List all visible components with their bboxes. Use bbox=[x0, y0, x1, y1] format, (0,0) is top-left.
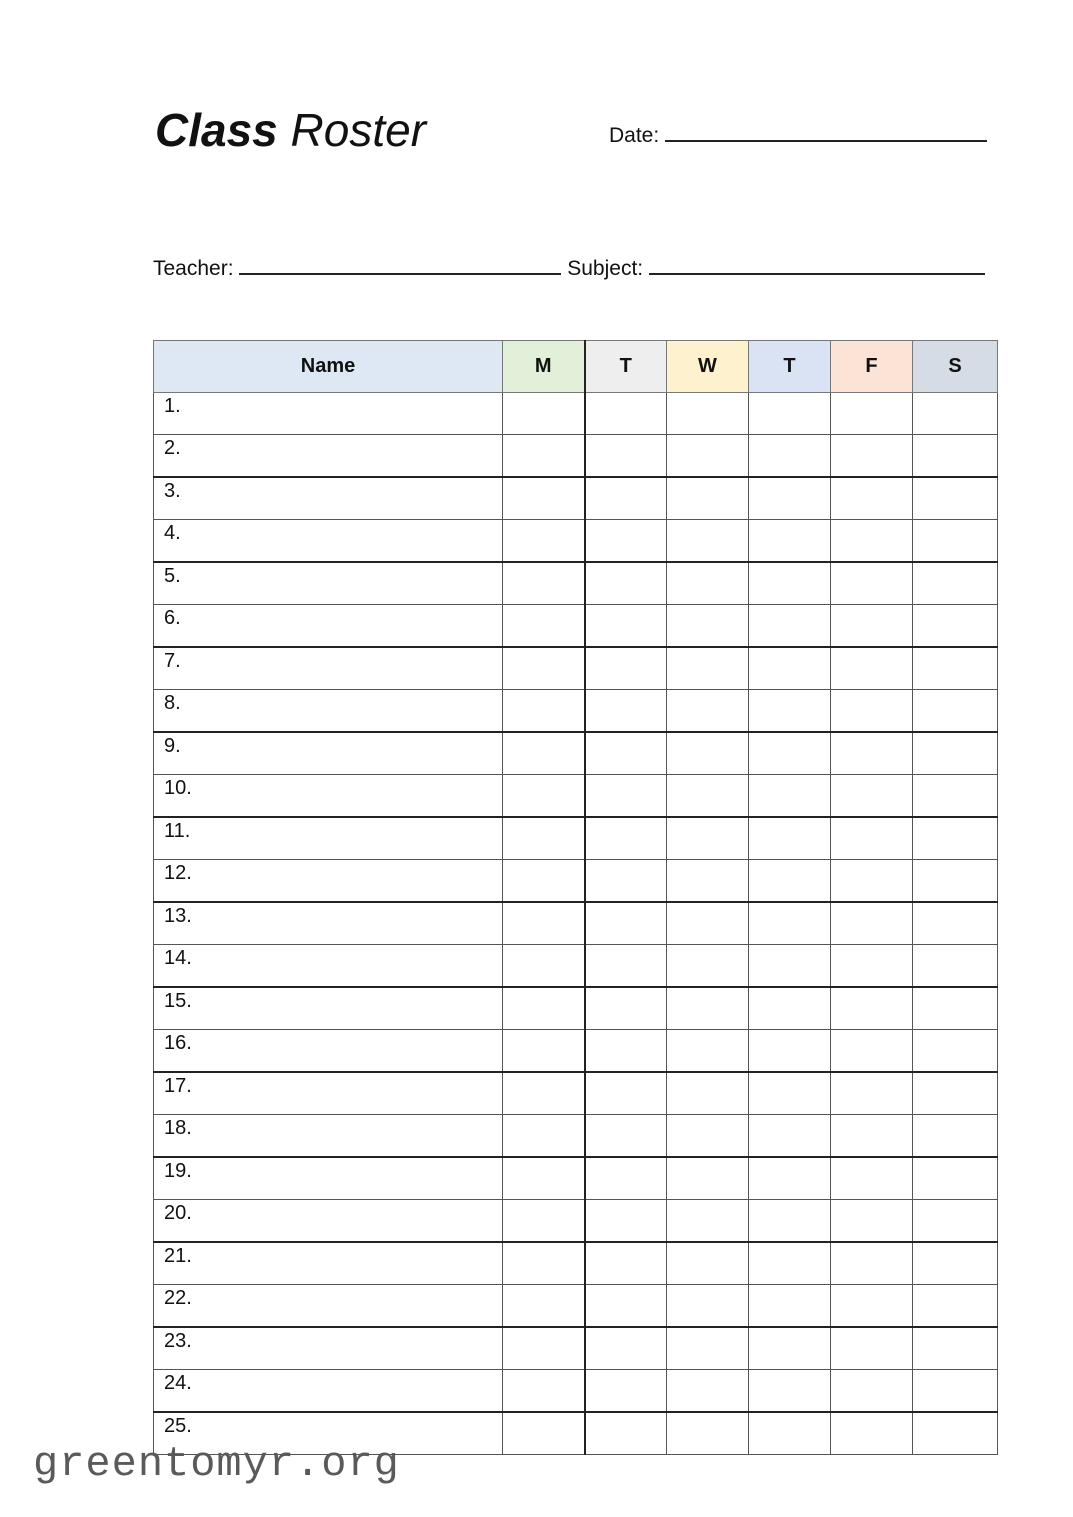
attendance-cell[interactable] bbox=[585, 1242, 667, 1285]
attendance-cell[interactable] bbox=[749, 647, 831, 690]
attendance-cell[interactable] bbox=[503, 1242, 585, 1285]
student-name-cell[interactable]: 21. bbox=[154, 1242, 503, 1285]
student-name-cell[interactable]: 9. bbox=[154, 732, 503, 775]
attendance-cell[interactable] bbox=[503, 520, 585, 563]
attendance-cell[interactable] bbox=[831, 1157, 913, 1200]
attendance-cell[interactable] bbox=[503, 1327, 585, 1370]
roster-table bbox=[153, 340, 998, 1455]
attendance-cell[interactable] bbox=[749, 1285, 831, 1328]
table-row bbox=[154, 1242, 998, 1285]
table-row bbox=[154, 1030, 998, 1073]
attendance-cell[interactable] bbox=[667, 945, 749, 988]
attendance-cell[interactable] bbox=[667, 902, 749, 945]
attendance-cell[interactable] bbox=[585, 1412, 667, 1455]
attendance-cell[interactable] bbox=[749, 902, 831, 945]
attendance-cell[interactable] bbox=[667, 732, 749, 775]
attendance-cell[interactable] bbox=[913, 902, 998, 945]
student-name-cell[interactable]: 1. bbox=[154, 393, 503, 435]
attendance-cell[interactable] bbox=[667, 1115, 749, 1158]
attendance-cell[interactable] bbox=[667, 1370, 749, 1413]
attendance-cell[interactable] bbox=[913, 1370, 998, 1413]
attendance-cell[interactable] bbox=[667, 605, 749, 648]
subject-blank[interactable] bbox=[649, 257, 985, 275]
attendance-cell[interactable] bbox=[749, 435, 831, 478]
student-name-cell[interactable]: 10. bbox=[154, 775, 503, 818]
attendance-cell[interactable] bbox=[913, 775, 998, 818]
student-name-cell[interactable]: 4. bbox=[154, 520, 503, 563]
column-header-name: Name bbox=[154, 341, 503, 393]
table-row bbox=[154, 775, 998, 818]
attendance-cell[interactable] bbox=[667, 1285, 749, 1328]
attendance-cell[interactable] bbox=[503, 393, 585, 435]
attendance-cell[interactable] bbox=[831, 690, 913, 733]
table-row bbox=[154, 605, 998, 648]
student-name-cell[interactable]: 14. bbox=[154, 945, 503, 988]
attendance-cell[interactable] bbox=[749, 1327, 831, 1370]
attendance-cell[interactable] bbox=[831, 902, 913, 945]
attendance-cell[interactable] bbox=[749, 690, 831, 733]
attendance-cell[interactable] bbox=[831, 562, 913, 605]
attendance-cell[interactable] bbox=[913, 690, 998, 733]
attendance-cell[interactable] bbox=[667, 1157, 749, 1200]
attendance-cell[interactable] bbox=[585, 477, 667, 520]
student-name-cell[interactable]: 7. bbox=[154, 647, 503, 690]
attendance-cell[interactable] bbox=[667, 1412, 749, 1455]
table-row bbox=[154, 690, 998, 733]
attendance-cell[interactable] bbox=[749, 520, 831, 563]
attendance-cell[interactable] bbox=[667, 1200, 749, 1243]
attendance-cell[interactable] bbox=[585, 520, 667, 563]
attendance-cell[interactable] bbox=[913, 1242, 998, 1285]
attendance-cell[interactable] bbox=[667, 477, 749, 520]
attendance-cell[interactable] bbox=[667, 1072, 749, 1115]
attendance-cell[interactable] bbox=[503, 1200, 585, 1243]
table-row bbox=[154, 987, 998, 1030]
attendance-cell[interactable] bbox=[913, 393, 998, 435]
attendance-cell[interactable] bbox=[749, 817, 831, 860]
attendance-cell[interactable] bbox=[831, 860, 913, 903]
attendance-cell[interactable] bbox=[667, 1327, 749, 1370]
student-name-cell[interactable]: 23. bbox=[154, 1327, 503, 1370]
table-row bbox=[154, 1370, 998, 1413]
attendance-cell[interactable] bbox=[585, 1200, 667, 1243]
table-row bbox=[154, 1327, 998, 1370]
title-regular: Roster bbox=[290, 104, 427, 156]
table-row bbox=[154, 647, 998, 690]
attendance-cell[interactable] bbox=[749, 775, 831, 818]
attendance-cell[interactable] bbox=[585, 1370, 667, 1413]
attendance-cell[interactable] bbox=[913, 987, 998, 1030]
attendance-cell[interactable] bbox=[749, 732, 831, 775]
table-body bbox=[154, 393, 998, 1455]
attendance-cell[interactable] bbox=[831, 1030, 913, 1073]
attendance-cell[interactable] bbox=[503, 690, 585, 733]
table-row bbox=[154, 732, 998, 775]
attendance-cell[interactable] bbox=[585, 1115, 667, 1158]
table-row bbox=[154, 1072, 998, 1115]
attendance-cell[interactable] bbox=[831, 775, 913, 818]
table-header-row bbox=[154, 341, 998, 393]
attendance-cell[interactable] bbox=[913, 1030, 998, 1073]
attendance-cell[interactable] bbox=[667, 562, 749, 605]
student-name-cell[interactable]: 17. bbox=[154, 1072, 503, 1115]
attendance-cell[interactable] bbox=[585, 732, 667, 775]
attendance-cell[interactable] bbox=[913, 1412, 998, 1455]
attendance-cell[interactable] bbox=[503, 775, 585, 818]
attendance-cell[interactable] bbox=[831, 1242, 913, 1285]
student-name-cell[interactable]: 5. bbox=[154, 562, 503, 605]
attendance-cell[interactable] bbox=[749, 945, 831, 988]
attendance-cell[interactable] bbox=[749, 987, 831, 1030]
attendance-cell[interactable] bbox=[585, 1327, 667, 1370]
student-name-cell[interactable]: 22. bbox=[154, 1285, 503, 1328]
attendance-cell[interactable] bbox=[749, 605, 831, 648]
attendance-cell[interactable] bbox=[913, 1072, 998, 1115]
attendance-cell[interactable] bbox=[503, 1412, 585, 1455]
attendance-cell[interactable] bbox=[913, 1115, 998, 1158]
attendance-cell[interactable] bbox=[585, 562, 667, 605]
table-row bbox=[154, 562, 998, 605]
attendance-cell[interactable] bbox=[831, 1370, 913, 1413]
table-row bbox=[154, 1285, 998, 1328]
table-row bbox=[154, 477, 998, 520]
attendance-cell[interactable] bbox=[503, 477, 585, 520]
attendance-cell[interactable] bbox=[831, 393, 913, 435]
attendance-cell[interactable] bbox=[503, 647, 585, 690]
attendance-cell[interactable] bbox=[749, 1030, 831, 1073]
student-name-cell[interactable]: 12. bbox=[154, 860, 503, 903]
attendance-cell[interactable] bbox=[585, 690, 667, 733]
table-row bbox=[154, 860, 998, 903]
attendance-cell[interactable] bbox=[831, 605, 913, 648]
table-row bbox=[154, 817, 998, 860]
attendance-cell[interactable] bbox=[585, 1030, 667, 1073]
attendance-cell[interactable] bbox=[831, 477, 913, 520]
attendance-cell[interactable] bbox=[749, 1412, 831, 1455]
attendance-cell[interactable] bbox=[749, 1072, 831, 1115]
attendance-cell[interactable] bbox=[585, 647, 667, 690]
attendance-cell[interactable] bbox=[585, 945, 667, 988]
title-bold: Class bbox=[155, 104, 278, 156]
attendance-cell[interactable] bbox=[503, 1370, 585, 1413]
attendance-cell[interactable] bbox=[585, 987, 667, 1030]
attendance-cell[interactable] bbox=[913, 435, 998, 478]
attendance-cell[interactable] bbox=[749, 1200, 831, 1243]
attendance-cell[interactable] bbox=[749, 860, 831, 903]
attendance-cell[interactable] bbox=[667, 690, 749, 733]
attendance-cell[interactable] bbox=[749, 1242, 831, 1285]
table-row bbox=[154, 902, 998, 945]
subject-label: Subject: bbox=[567, 257, 644, 280]
table-row bbox=[154, 1200, 998, 1243]
student-name-cell[interactable]: 8. bbox=[154, 690, 503, 733]
attendance-cell[interactable] bbox=[913, 477, 998, 520]
attendance-cell[interactable] bbox=[667, 435, 749, 478]
attendance-cell[interactable] bbox=[503, 860, 585, 903]
column-header-day: T bbox=[585, 341, 667, 393]
attendance-cell[interactable] bbox=[667, 775, 749, 818]
attendance-cell[interactable] bbox=[503, 1072, 585, 1115]
attendance-cell[interactable] bbox=[749, 477, 831, 520]
attendance-cell[interactable] bbox=[503, 1157, 585, 1200]
attendance-cell[interactable] bbox=[831, 647, 913, 690]
student-name-cell[interactable]: 24. bbox=[154, 1370, 503, 1413]
attendance-cell[interactable] bbox=[831, 1200, 913, 1243]
teacher-label: Teacher: bbox=[153, 257, 234, 280]
attendance-cell[interactable] bbox=[667, 860, 749, 903]
table-row bbox=[154, 1157, 998, 1200]
attendance-cell[interactable] bbox=[913, 605, 998, 648]
page-title bbox=[155, 100, 426, 160]
attendance-cell[interactable] bbox=[749, 393, 831, 435]
table-row bbox=[154, 393, 998, 435]
column-header-day: M bbox=[503, 341, 585, 393]
attendance-cell[interactable] bbox=[585, 605, 667, 648]
column-header-day: W bbox=[667, 341, 749, 393]
attendance-cell[interactable] bbox=[831, 1327, 913, 1370]
column-header-day: T bbox=[749, 341, 831, 393]
attendance-cell[interactable] bbox=[585, 435, 667, 478]
attendance-cell[interactable] bbox=[831, 945, 913, 988]
attendance-cell[interactable] bbox=[503, 562, 585, 605]
attendance-cell[interactable] bbox=[667, 817, 749, 860]
date-label: Date: bbox=[609, 124, 660, 147]
attendance-cell[interactable] bbox=[913, 1200, 998, 1243]
student-name-cell[interactable]: 25. bbox=[154, 1412, 503, 1455]
student-name-cell[interactable]: 19. bbox=[154, 1157, 503, 1200]
attendance-cell[interactable] bbox=[667, 1242, 749, 1285]
attendance-cell[interactable] bbox=[831, 987, 913, 1030]
attendance-cell[interactable] bbox=[503, 987, 585, 1030]
teacher-blank[interactable] bbox=[239, 257, 561, 275]
attendance-cell[interactable] bbox=[913, 732, 998, 775]
attendance-cell[interactable] bbox=[913, 817, 998, 860]
student-name-cell[interactable]: 16. bbox=[154, 1030, 503, 1073]
attendance-cell[interactable] bbox=[749, 1370, 831, 1413]
table-row bbox=[154, 1115, 998, 1158]
watermark: greentomyr.org bbox=[33, 1440, 400, 1488]
attendance-cell[interactable] bbox=[667, 647, 749, 690]
attendance-cell[interactable] bbox=[913, 562, 998, 605]
attendance-cell[interactable] bbox=[585, 1285, 667, 1328]
student-name-cell[interactable]: 18. bbox=[154, 1115, 503, 1158]
date-blank[interactable] bbox=[665, 124, 987, 142]
attendance-cell[interactable] bbox=[831, 435, 913, 478]
table-row bbox=[154, 435, 998, 478]
student-name-cell[interactable]: 3. bbox=[154, 477, 503, 520]
attendance-cell[interactable] bbox=[913, 1157, 998, 1200]
attendance-cell[interactable] bbox=[585, 393, 667, 435]
table-row bbox=[154, 520, 998, 563]
attendance-cell[interactable] bbox=[503, 902, 585, 945]
attendance-cell[interactable] bbox=[913, 647, 998, 690]
attendance-cell[interactable] bbox=[503, 435, 585, 478]
student-name-cell[interactable]: 2. bbox=[154, 435, 503, 478]
attendance-cell[interactable] bbox=[503, 605, 585, 648]
attendance-cell[interactable] bbox=[831, 1412, 913, 1455]
table-row bbox=[154, 945, 998, 988]
attendance-cell[interactable] bbox=[831, 1285, 913, 1328]
attendance-cell[interactable] bbox=[749, 1115, 831, 1158]
attendance-cell[interactable] bbox=[503, 732, 585, 775]
column-header-day: F bbox=[831, 341, 913, 393]
attendance-cell[interactable] bbox=[503, 945, 585, 988]
attendance-cell[interactable] bbox=[913, 1327, 998, 1370]
attendance-cell[interactable] bbox=[585, 1157, 667, 1200]
attendance-cell[interactable] bbox=[585, 902, 667, 945]
attendance-cell[interactable] bbox=[585, 775, 667, 818]
attendance-cell[interactable] bbox=[913, 860, 998, 903]
attendance-cell[interactable] bbox=[913, 520, 998, 563]
student-name-cell[interactable]: 6. bbox=[154, 605, 503, 648]
student-name-cell[interactable]: 20. bbox=[154, 1200, 503, 1243]
attendance-cell[interactable] bbox=[503, 1115, 585, 1158]
attendance-cell[interactable] bbox=[831, 817, 913, 860]
attendance-cell[interactable] bbox=[667, 1030, 749, 1073]
attendance-cell[interactable] bbox=[913, 1285, 998, 1328]
attendance-cell[interactable] bbox=[503, 817, 585, 860]
column-header-day: S bbox=[913, 341, 998, 393]
attendance-cell[interactable] bbox=[831, 732, 913, 775]
attendance-cell[interactable] bbox=[749, 562, 831, 605]
attendance-cell[interactable] bbox=[913, 945, 998, 988]
attendance-cell[interactable] bbox=[667, 393, 749, 435]
attendance-cell[interactable] bbox=[749, 1157, 831, 1200]
attendance-cell[interactable] bbox=[503, 1285, 585, 1328]
attendance-cell[interactable] bbox=[585, 817, 667, 860]
student-name-cell[interactable]: 15. bbox=[154, 987, 503, 1030]
attendance-cell[interactable] bbox=[667, 520, 749, 563]
attendance-cell[interactable] bbox=[503, 1030, 585, 1073]
teacher-subject-line bbox=[153, 257, 985, 281]
attendance-cell[interactable] bbox=[585, 860, 667, 903]
attendance-cell[interactable] bbox=[831, 1115, 913, 1158]
student-name-cell[interactable]: 13. bbox=[154, 902, 503, 945]
attendance-cell[interactable] bbox=[831, 1072, 913, 1115]
student-name-cell[interactable]: 11. bbox=[154, 817, 503, 860]
attendance-cell[interactable] bbox=[831, 520, 913, 563]
date-field[interactable] bbox=[609, 124, 987, 148]
attendance-cell[interactable] bbox=[667, 987, 749, 1030]
attendance-cell[interactable] bbox=[585, 1072, 667, 1115]
